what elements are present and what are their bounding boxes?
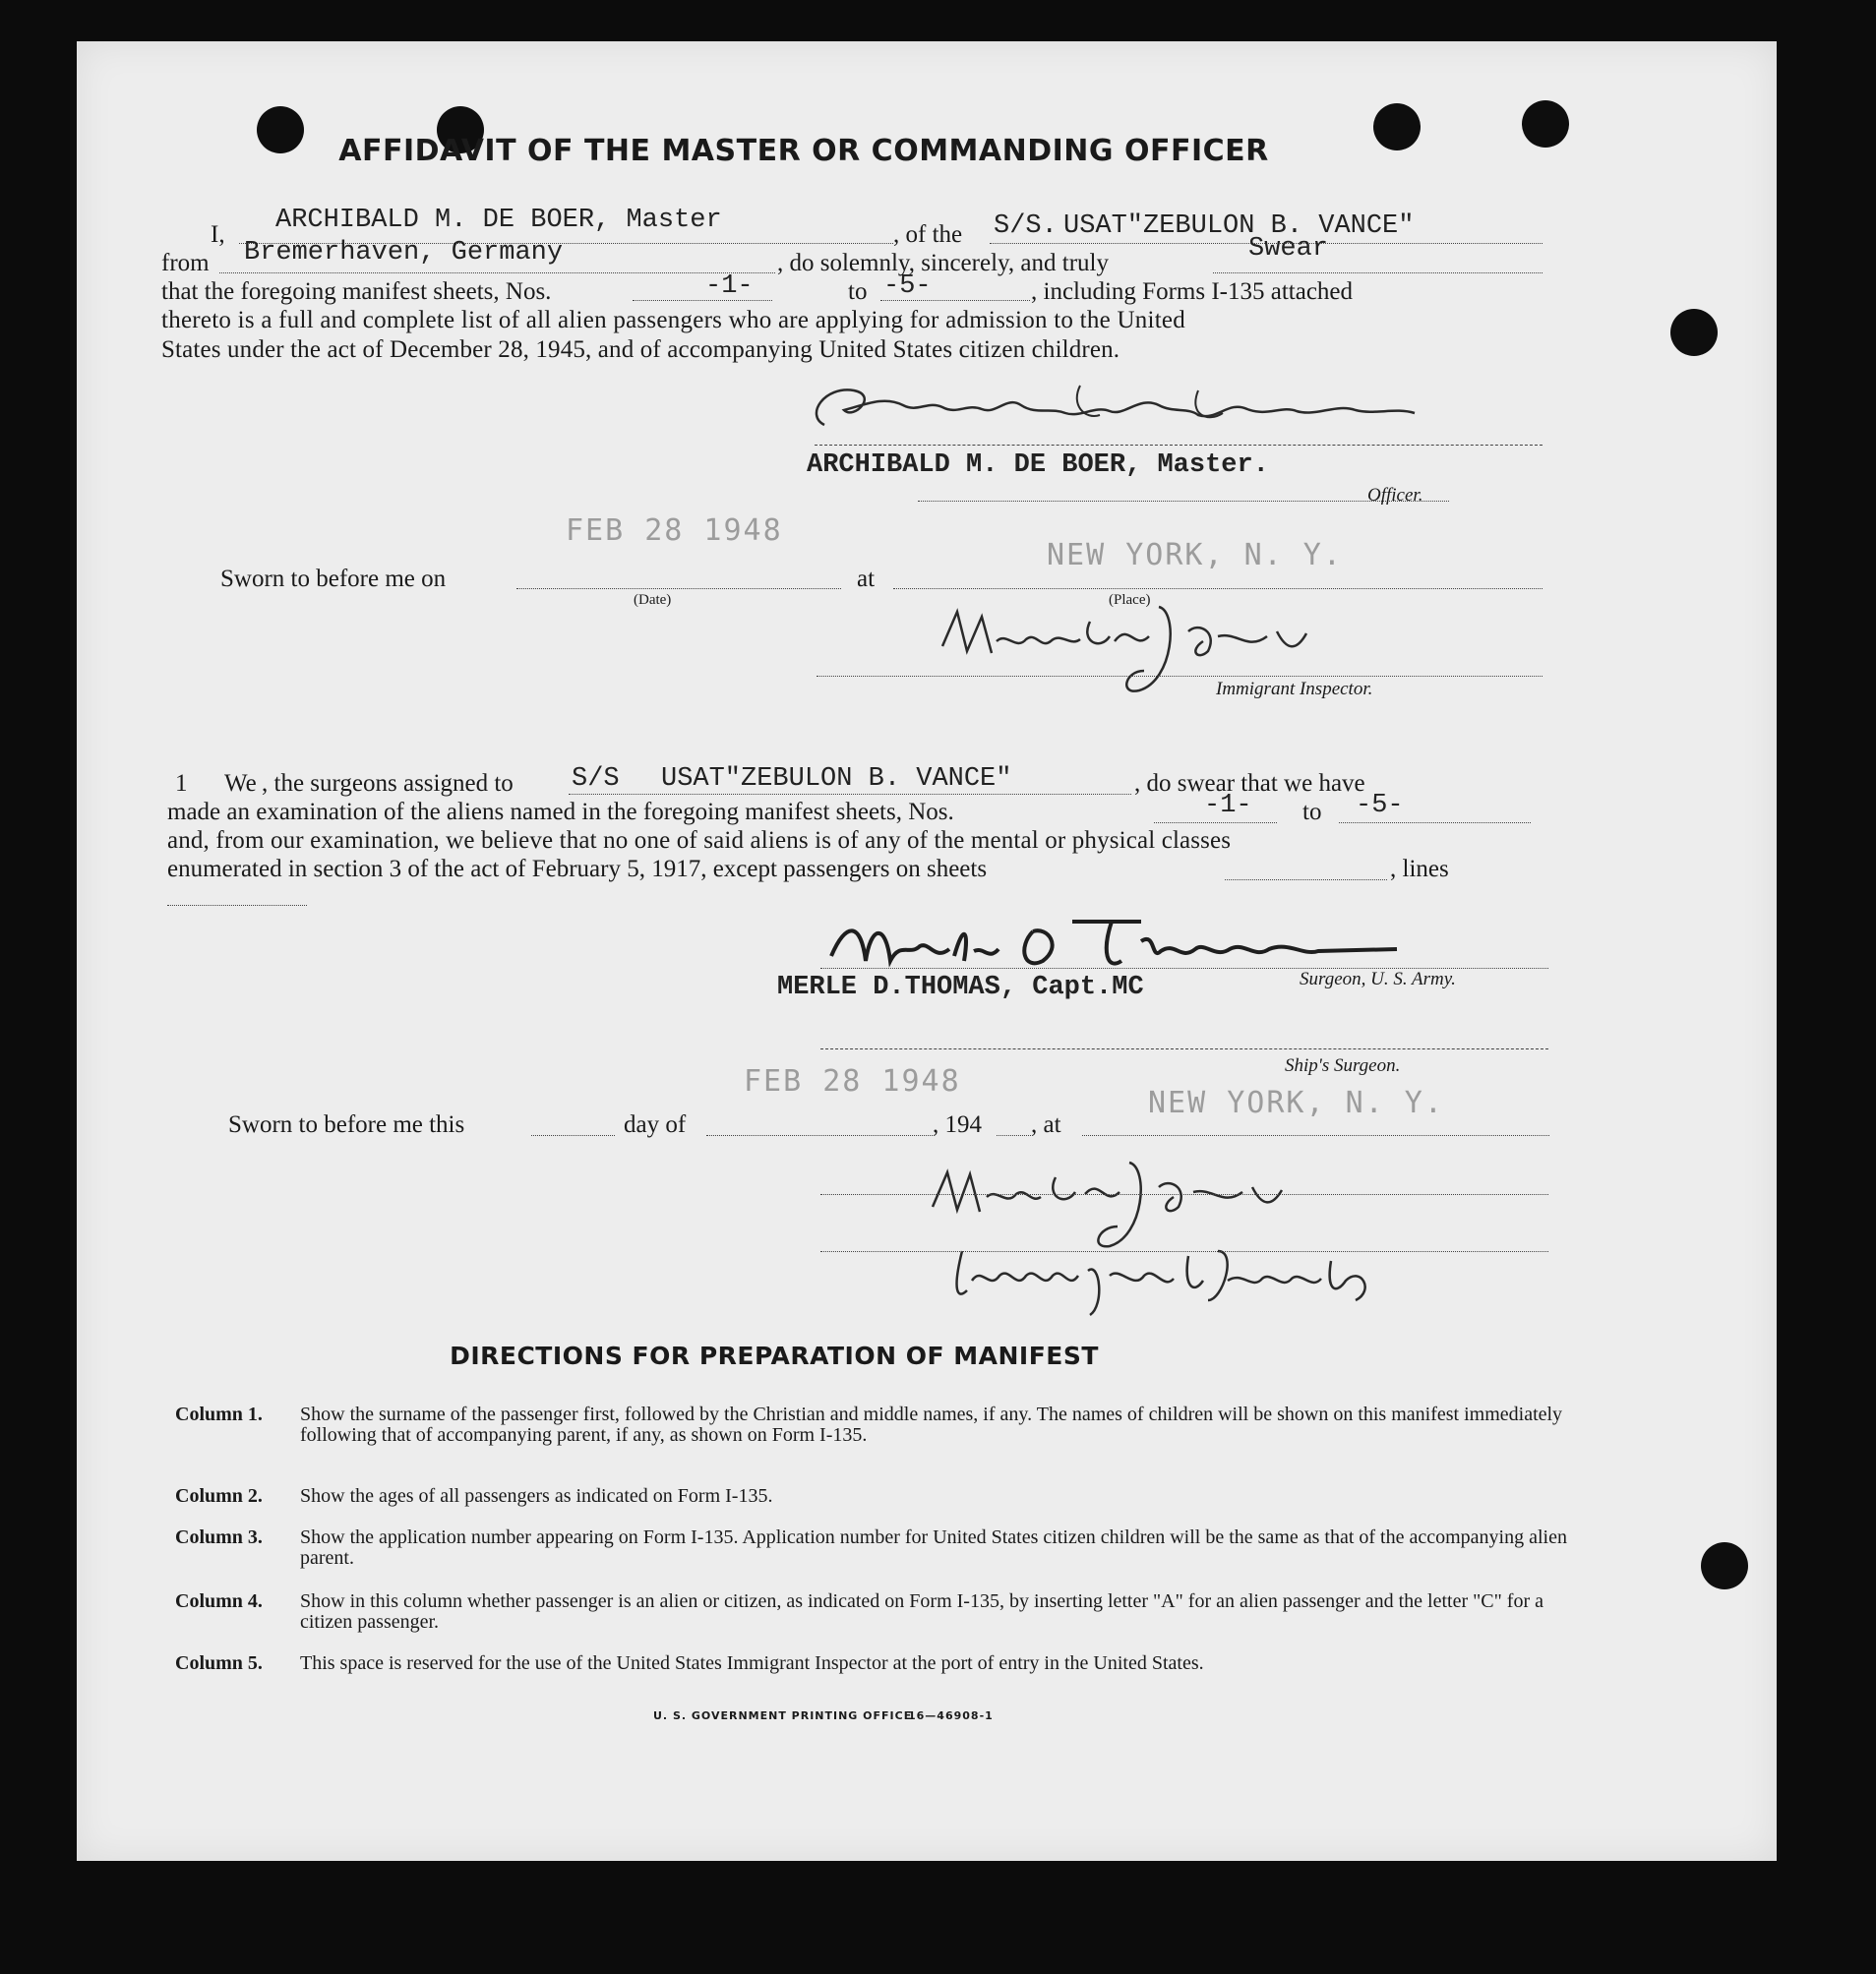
sworn-year-rule — [997, 1135, 1031, 1136]
text-numeral: 1 — [175, 770, 188, 797]
direction-column-label: Column 2. — [175, 1485, 263, 1507]
inspector-caption-1: Immigrant Inspector. — [1216, 679, 1373, 699]
surgeon-sheet-from-rule — [1154, 822, 1277, 823]
oath-rule — [1213, 272, 1543, 273]
inspector-rule-2a — [820, 1194, 1548, 1195]
sworn-place-rule-2 — [1082, 1135, 1549, 1136]
text-from: from — [161, 250, 210, 276]
master-signature-rule — [815, 445, 1543, 446]
place-caption: (Place) — [1109, 592, 1151, 608]
sworn-before-label: Sworn to before me on — [220, 566, 447, 592]
direction-column-label: Column 5. — [175, 1652, 263, 1674]
direction-column-label: Column 3. — [175, 1526, 263, 1548]
text-we: We — [224, 770, 257, 797]
ship-prefix-field: S/S. — [994, 211, 1058, 241]
form-number: 16—46908-1 — [908, 1709, 994, 1722]
text-at-2: , at — [1031, 1111, 1061, 1138]
master-name-field: ARCHIBALD M. DE BOER, Master — [275, 206, 722, 235]
text-assigned: , the surgeons assigned to — [262, 770, 514, 797]
master-signature — [785, 366, 1474, 449]
place-stamp-1: NEW YORK, N. Y. — [1047, 538, 1343, 572]
surgeon-ship-name: USAT"ZEBULON B. VANCE" — [661, 764, 1012, 794]
text-to: to — [848, 278, 868, 305]
text-solemnly: , do solemnly, sincerely, and truly — [777, 250, 1109, 276]
text-year: , 194 — [933, 1111, 982, 1138]
text-to-2: to — [1302, 799, 1322, 825]
text-at: at — [857, 566, 876, 592]
lines-rule — [167, 905, 307, 906]
inspector-signature-2 — [913, 1143, 1464, 1320]
affidavit-title: AFFIDAVIT OF THE MASTER OR COMMANDING OFFICER — [338, 134, 1269, 168]
ships-surgeon-caption: Ship's Surgeon. — [1285, 1055, 1401, 1076]
text-lines: , lines — [1390, 856, 1449, 882]
date-caption: (Date) — [634, 592, 672, 608]
sheets-except-rule — [1225, 879, 1387, 880]
directions-title: DIRECTIONS FOR PREPARATION OF MANIFEST — [450, 1342, 1099, 1370]
direction-column-5 — [175, 1653, 1572, 1697]
text-of-the: , of the — [893, 221, 963, 248]
sworn-this-label: Sworn to before me this — [228, 1111, 465, 1138]
text-made-examination: made an examination of the aliens named in the foregoing manifest sheets, Nos. — [167, 799, 954, 825]
surgeon-sheet-to-rule — [1339, 822, 1531, 823]
date-stamp-2: FEB 28 1948 — [744, 1064, 961, 1099]
officer-name: ARCHIBALD M. DE BOER, Master. — [807, 450, 1269, 480]
ship-name-field: USAT"ZEBULON B. VANCE" — [1063, 211, 1415, 241]
punch-hole — [1701, 1542, 1748, 1589]
ships-surgeon-rule — [820, 1048, 1548, 1049]
direction-column-text: Show the application number appearing on Form I-135. Application number for United States citizen children will be the same as that of the accompanying alien parent. — [300, 1526, 1567, 1569]
direction-column-2 — [175, 1486, 1572, 1508]
affidavit-text-line4: thereto is a full and complete list of all alien passengers who are applying for admission to the United — [161, 307, 1186, 333]
surgeon-ship-rule — [569, 794, 1131, 795]
port-field: Bremerhaven, Germany — [244, 238, 564, 268]
surgeon-ship-prefix: S/S — [572, 764, 620, 794]
direction-column-label: Column 4. — [175, 1590, 263, 1612]
inspector-rule-1 — [817, 676, 1543, 677]
text-enumerated: enumerated in section 3 of the act of February 5, 1917, except passengers on sheets — [167, 856, 988, 882]
sheet-to-field: -5- — [883, 271, 932, 301]
direction-column-text: This space is reserved for the use of the United States Immigrant Inspector at the port of entry in the United States. — [300, 1652, 1204, 1674]
sworn-place-rule — [893, 588, 1543, 589]
sworn-date-rule — [516, 588, 841, 589]
text-day-of: day of — [624, 1111, 687, 1138]
direction-column-text: Show the surname of the passenger first, followed by the Christian and middle names, if any. The names of children will be shown on this manifest immediately following that of accompanying parent, if any, as shown on Form I-135. — [300, 1404, 1563, 1446]
direction-column-label: Column 1. — [175, 1404, 263, 1425]
surgeon-sheet-from: -1- — [1204, 791, 1252, 820]
port-rule — [219, 272, 775, 273]
punch-hole — [1670, 309, 1718, 356]
sworn-day-rule — [531, 1135, 615, 1136]
surgeon-sheet-to: -5- — [1356, 791, 1404, 820]
surgeon-text-line3: and, from our examination, we believe that no one of said aliens is of any of the mental or physical classes — [167, 827, 1232, 854]
direction-column-3 — [175, 1527, 1572, 1571]
surgeon-name: MERLE D.THOMAS, Capt.MC — [777, 973, 1144, 1002]
text-manifest-sheets: that the foregoing manifest sheets, Nos. — [161, 278, 552, 305]
date-stamp-1: FEB 28 1948 — [566, 513, 783, 548]
sworn-month-rule — [706, 1135, 933, 1136]
direction-column-1 — [175, 1405, 1572, 1469]
inspector-rule-2b — [820, 1251, 1548, 1252]
officer-caption: Officer. — [1367, 485, 1423, 506]
direction-column-text: Show in this column whether passenger is an alien or citizen, as indicated on Form I-135, by inserting letter "A" for an alien passenger and the letter "C" for a citizen passenger. — [300, 1590, 1543, 1633]
affidavit-text-line5: States under the act of December 28, 1945, and of accompanying United States citizen children. — [161, 336, 1120, 363]
place-stamp-2: NEW YORK, N. Y. — [1148, 1086, 1444, 1120]
direction-column-4 — [175, 1591, 1572, 1635]
surgeon-caption: Surgeon, U. S. Army. — [1300, 969, 1456, 989]
text-swear: , do swear that we have — [1134, 770, 1365, 797]
direction-column-text: Show the ages of all passengers as indicated on Form I-135. — [300, 1485, 773, 1507]
text-including: , including Forms I-135 attached — [1031, 278, 1354, 305]
oath-field: Swear — [1248, 234, 1329, 264]
sheet-from-field: -1- — [705, 271, 754, 301]
text-i: I, — [211, 221, 225, 248]
printer-imprint: U. S. GOVERNMENT PRINTING OFFICE — [653, 1709, 913, 1722]
document-page — [77, 41, 1777, 1861]
